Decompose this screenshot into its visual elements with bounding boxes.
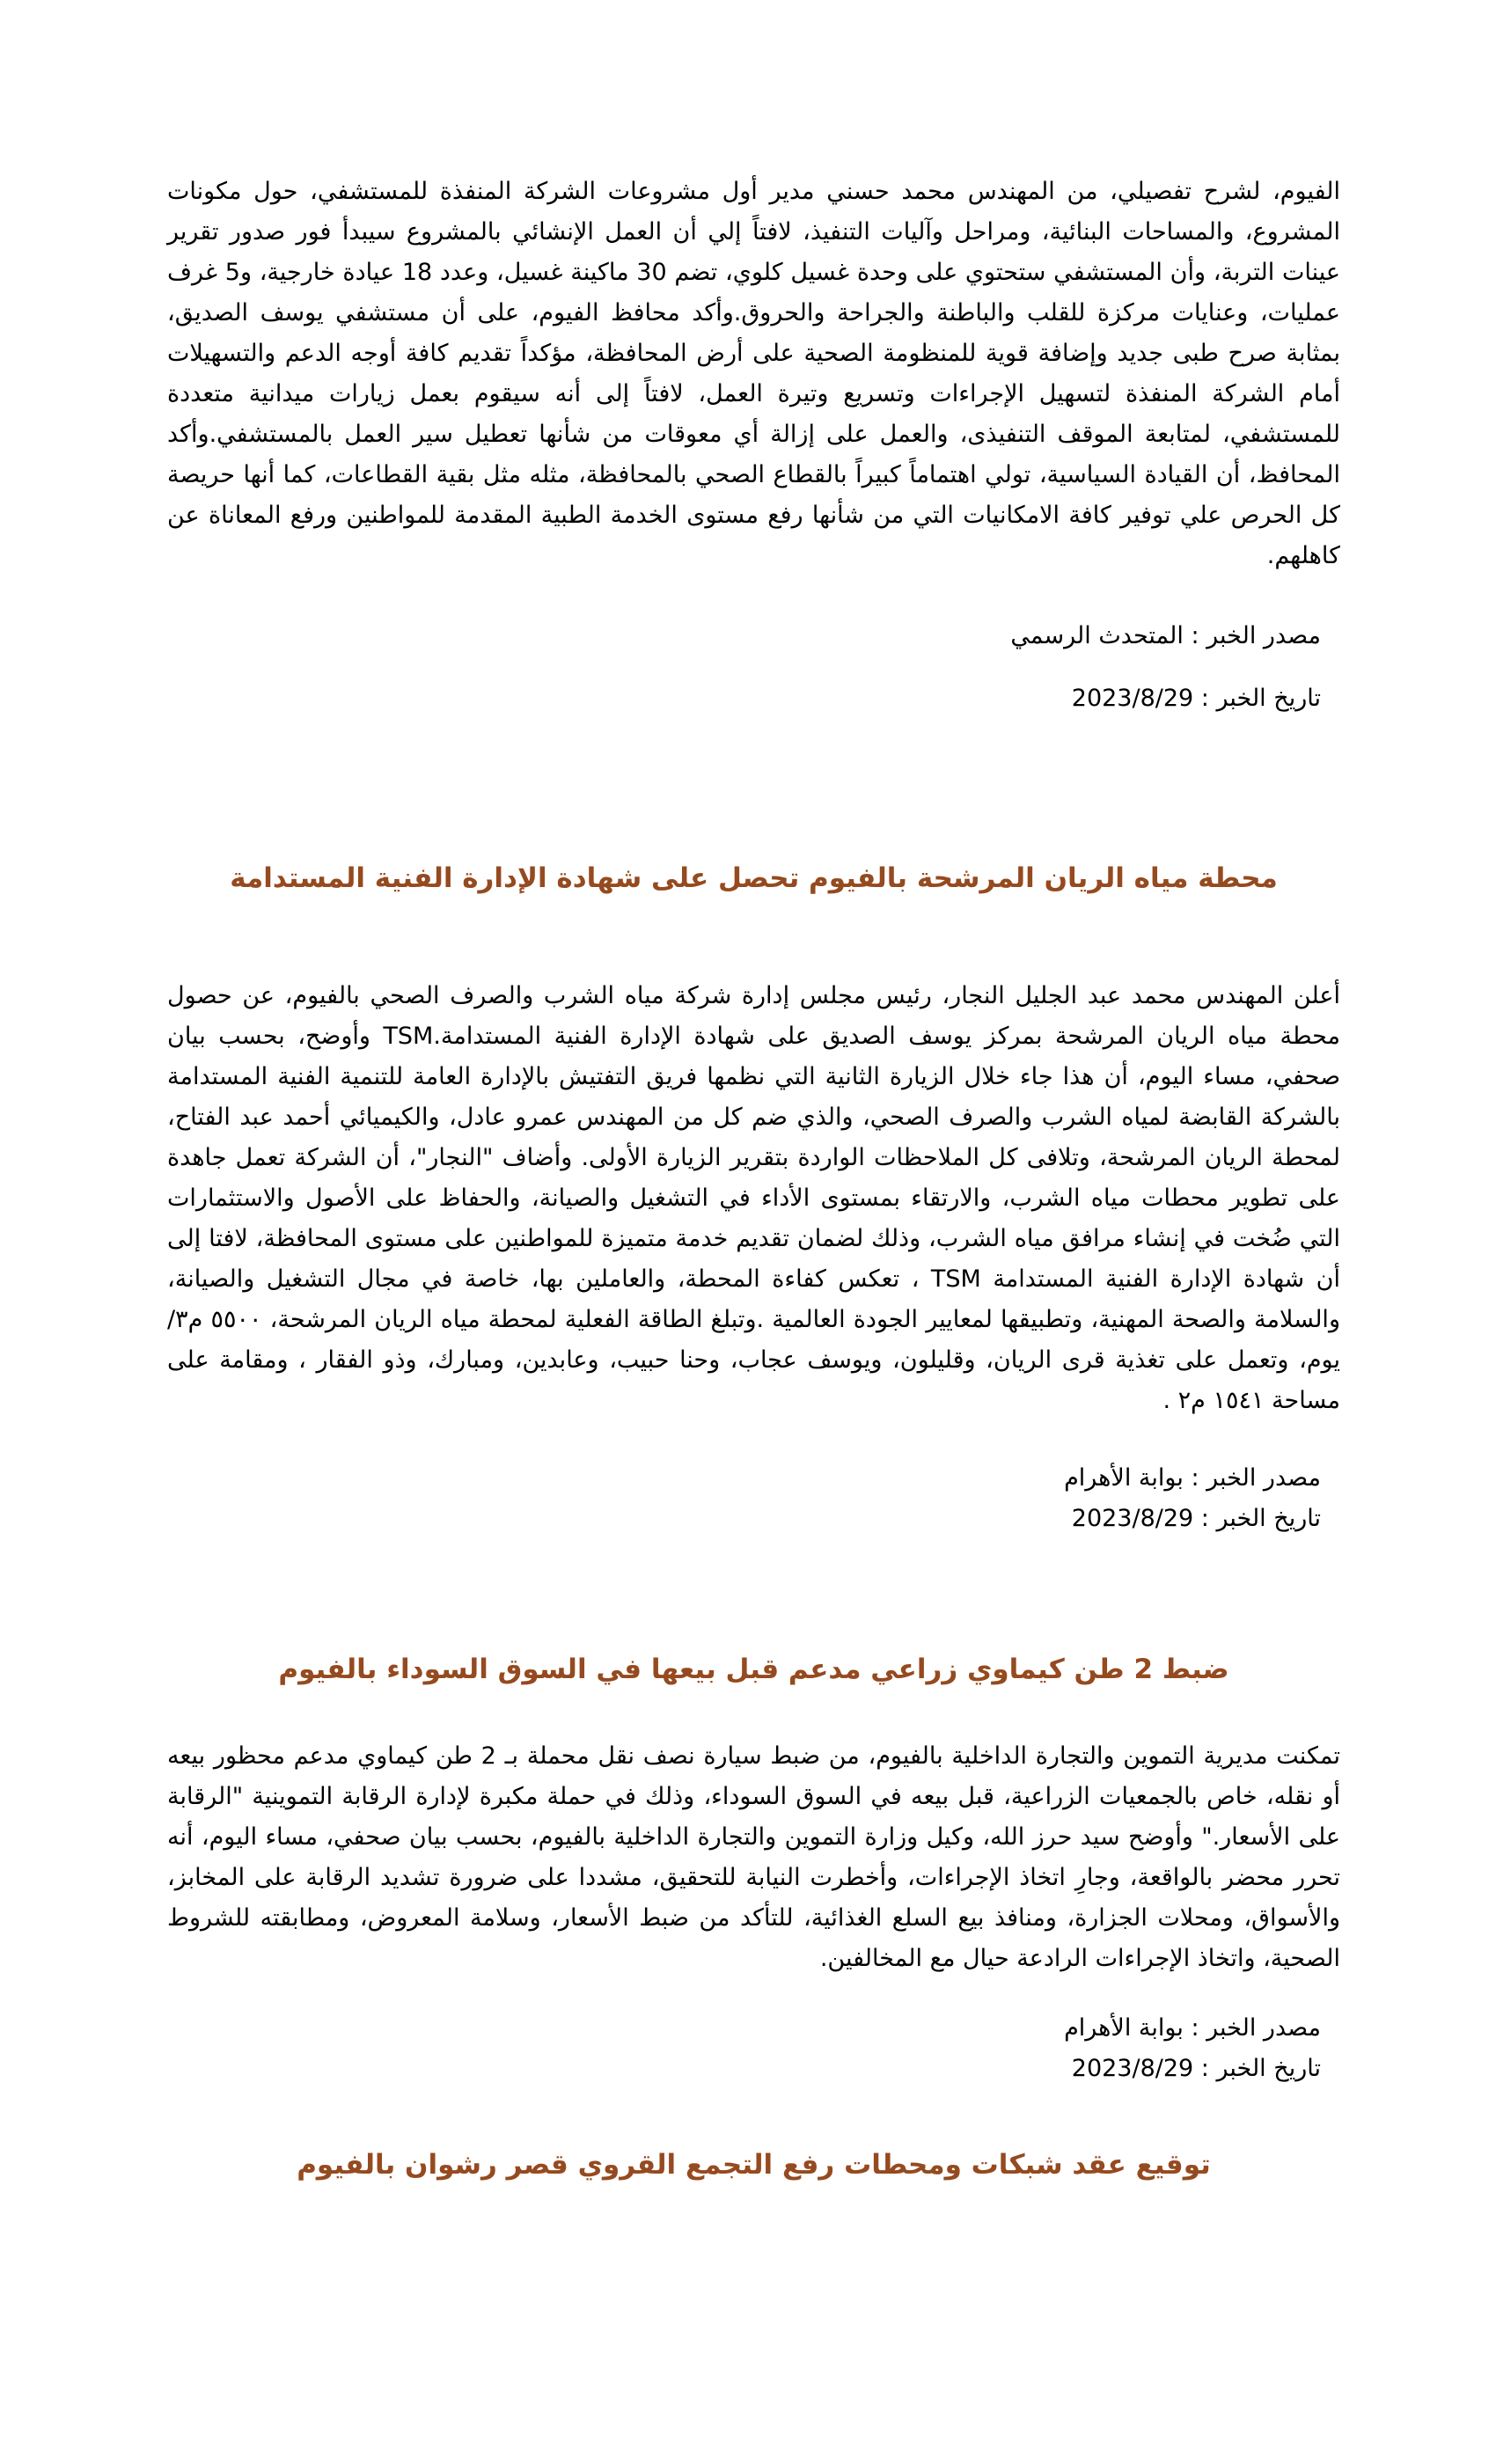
separator: : bbox=[1193, 2055, 1217, 2082]
source-label: مصدر الخبر bbox=[1206, 622, 1321, 649]
article-3-source-line bbox=[167, 2008, 1321, 2049]
article-1-date-value: 2023/8/29 bbox=[1071, 685, 1194, 712]
article-1-source-line bbox=[167, 616, 1321, 656]
article-4-heading: توقيع عقد شبكات ومحطات رفع التجمع القروي قصر رشوان بالفيوم bbox=[297, 2149, 1211, 2181]
article-3-source-value: بوابة الأهرام bbox=[1064, 2014, 1184, 2042]
date-label: تاريخ الخبر bbox=[1216, 685, 1321, 712]
separator: : bbox=[1183, 1464, 1207, 1492]
article-3-date-line bbox=[167, 2049, 1321, 2089]
separator: : bbox=[1193, 1505, 1217, 1532]
article-3-date-value: 2023/8/29 bbox=[1071, 2055, 1194, 2082]
source-label: مصدر الخبر bbox=[1206, 1464, 1321, 1492]
separator: : bbox=[1193, 685, 1217, 712]
source-label: مصدر الخبر bbox=[1206, 2014, 1321, 2042]
date-label: تاريخ الخبر bbox=[1216, 1505, 1321, 1532]
separator: : bbox=[1183, 2014, 1207, 2042]
article-3-heading: ضبط 2 طن كيماوي زراعي مدعم قبل بيعها في السوق السوداء بالفيوم bbox=[278, 1654, 1229, 1685]
article-1-body: الفيوم، لشرح تفصيلي، من المهندس محمد حسني مدير أول مشروعات الشركة المنفذة للمستشفي، حول مكونات المشروع، والمساحات البنائية، ومراحل وآليات التنفيذ، لافتاً إلي أن العمل الإنشائي بالمشروع سيبدأ فور صدور تقرير عينات التربة، وأن المستشفي ستحتوي على وحدة غسيل كلوي، تضم 30 ماكينة غسيل، وعدد 18 عيادة خارجية، و5 غرف عمليات، وعنايات مركزة للقلب والباطنة والجراحة والحروق.وأكد محافظ الفيوم، على أن مستشفي يوسف الصديق، بمثابة صرح طبى جديد وإضافة قوية للمنظومة الصحية على أرض المحافظة، مؤكداً تقديم كافة أوجه الدعم والتسهيلات أمام الشركة المنفذة لتسهيل الإجراءات وتسريع وتيرة العمل، لافتاً إلى أنه سيقوم بعمل زيارات ميدانية متعددة للمستشفي، لمتابعة الموقف التنفيذى، والعمل على إزالة أي معوقات من شأنها تعطيل سير العمل بالمستشفي.وأكد المحافظ، أن القيادة السياسية، تولي اهتماماً كبيراً بالقطاع الصحي بالمحافظة، مثله مثل بقية القطاعات، كما أنها حريصة كل الحرص علي توفير كافة الامكانيات التي من شأنها رفع مستوى الخدمة الطبية المقدمة للمواطنين ورفع المعاناة عن كاهلهم. bbox=[167, 178, 1340, 569]
article-2-date-value: 2023/8/29 bbox=[1071, 1505, 1194, 1532]
article-2-source-line bbox=[167, 1458, 1321, 1499]
article-1-source-value: المتحدث الرسمي bbox=[1010, 622, 1184, 649]
article-3-body: تمكنت مديرية التموين والتجارة الداخلية بالفيوم، من ضبط سيارة نصف نقل محملة بـ 2 طن كيماوي مدعم محظور بيعه أو نقله، خاص بالجمعيات الزراعية، قبل بيعه في السوق السوداء، وذلك في حملة مكبرة لإدارة الرقابة التموينية "الرقابة على الأسعار." وأوضح سيد حرز الله، وكيل وزارة التموين والتجارة الداخلية بالفيوم، بحسب بيان صحفي، مساء اليوم، أنه تحرر محضر بالواقعة، وجارِ اتخاذ الإجراءات، وأخطرت النيابة للتحقيق، مشددا على ضرورة تشديد الرقابة على المخابز، والأسواق، ومحلات الجزارة، ومنافذ بيع السلع الغذائية، للتأكد من ضبط الأسعار، وسلامة المعروض، ومطابقته للشروط الصحية، واتخاذ الإجراءات الرادعة حيال مع المخالفين. bbox=[167, 1742, 1340, 1972]
separator: : bbox=[1183, 622, 1207, 649]
article-2-source-value: بوابة الأهرام bbox=[1064, 1464, 1184, 1492]
article-1-date-line bbox=[167, 678, 1321, 719]
date-label: تاريخ الخبر bbox=[1216, 2055, 1321, 2082]
document-content bbox=[0, 172, 1496, 2188]
article-2-body: أعلن المهندس محمد عبد الجليل النجار، رئيس مجلس إدارة شركة مياه الشرب والصرف الصحي بالفيوم، عن حصول محطة مياه الريان المرشحة بمركز يوسف الصديق على شهادة الإدارة الفنية المستدامة.TSM وأوضح، بحسب بيان صحفي، مساء اليوم، أن هذا جاء خلال الزيارة الثانية التي نظمها فريق التفتيش بالإدارة العامة للتنمية الفنية المستدامة بالشركة القابضة لمياه الشرب والصرف الصحي، والذي ضم كل من المهندس عمرو عادل، والكيميائي أحمد عبد الفتاح، لمحطة الريان المرشحة، وتلافى كل الملاحظات الواردة بتقرير الزيارة الأولى. وأضاف "النجار"، أن الشركة تعمل جاهدة على تطوير محطات مياه الشرب، والارتقاء بمستوى الأداء في التشغيل والصيانة، والحفاظ على الأصول والاستثمارات التي ضُخت في إنشاء مرافق مياه الشرب، وذلك لضمان تقديم خدمة متميزة للمواطنين على مستوى المحافظة، لافتا إلى أن شهادة الإدارة الفنية المستدامة TSM ، تعكس كفاءة المحطة، والعاملين بها، خاصة في مجال التشغيل والصيانة، والسلامة والصحة المهنية، وتطبيقها لمعايير الجودة العالمية .وتبلغ الطاقة الفعلية لمحطة مياه الريان المرشحة، ٥٥٠٠ م٣/يوم، وتعمل على تغذية قرى الريان، وقليلون، ويوسف عجاب، وحنا حبيب، وعابدين، ومبارك، وذو الفقار ، ومقامة على مساحة ١٥٤١ م٢ . bbox=[167, 982, 1340, 1414]
article-2-date-line bbox=[167, 1499, 1321, 1539]
article-2-heading: محطة مياه الريان المرشحة بالفيوم تحصل على شهادة الإدارة الفنية المستدامة bbox=[230, 862, 1278, 894]
